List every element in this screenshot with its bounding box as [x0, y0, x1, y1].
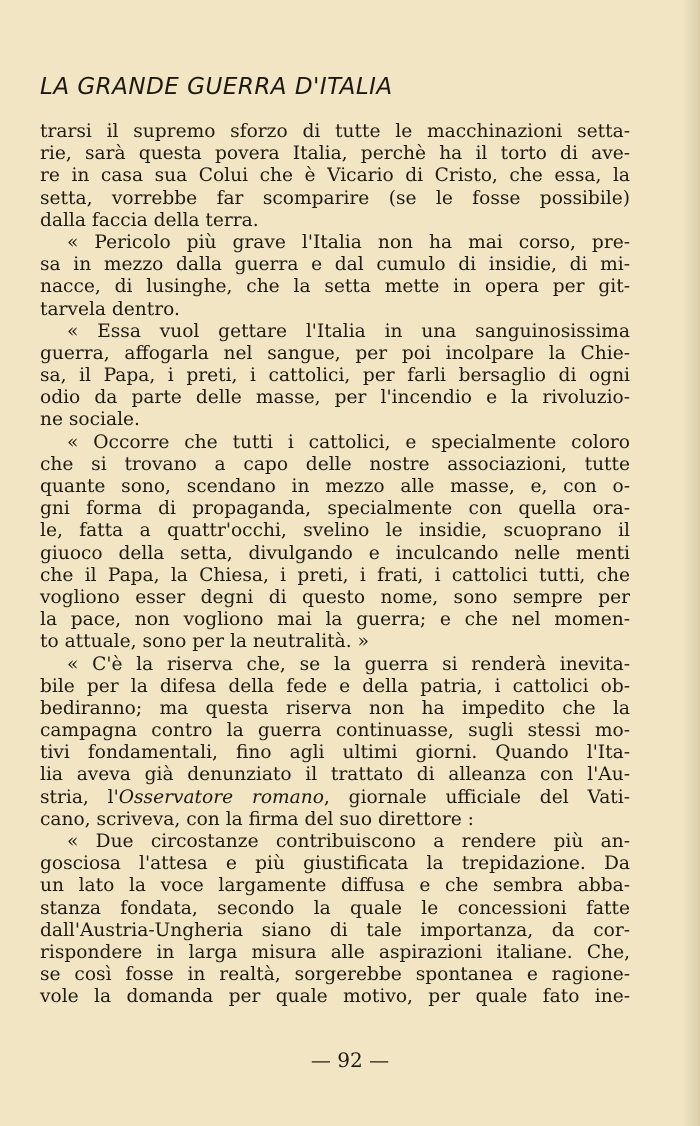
text-line: vole la domanda per quale motivo, per quale fato ine-	[40, 986, 630, 1008]
text-line: bile per la difesa della fede e della patria, i cattolici ob-	[40, 675, 630, 697]
text-line: che il Papa, la Chiesa, i preti, i frati, i cattolici tutti, che	[40, 564, 630, 586]
text-line: dall'Austria-Ungheria siano di tale importanza, da cor-	[40, 919, 630, 941]
text-line: dalla faccia della terra.	[40, 209, 259, 231]
text-line: « C'è la riserva che, se la guerra si renderà inevita-	[67, 653, 630, 675]
text-line: se così fosse in realtà, sorgerebbe spontanea e ragione-	[40, 964, 630, 986]
text-line: lia aveva già denunziato il trattato di alleanza con l'Au-	[40, 764, 630, 786]
text-line: giuoco della setta, divulgando e inculcando nelle menti	[40, 542, 630, 564]
text-line: sa in mezzo dalla guerra e dal cumulo di insidie, di mi-	[40, 254, 630, 276]
text-line: le, fatta a quattr'occhi, svelino le insidie, scuoprano il	[40, 520, 630, 542]
text-line: rie, sarà questa povera Italia, perchè ha il torto di ave-	[40, 143, 630, 165]
text-line: un lato la voce largamente diffusa e che sembra abba-	[40, 875, 630, 897]
body-text	[40, 121, 630, 1009]
text-line: gosciosa l'attesa e più giustificata la trepidazione. Da	[40, 853, 630, 875]
text-line: trarsi il supremo sforzo di tutte le macchinazioni setta-	[40, 121, 630, 142]
text-line: setta, vorrebbe far scomparire (se le fosse possibile)	[40, 187, 630, 209]
text-line: quante sono, scendano in mezzo alle masse, e, con o-	[40, 476, 630, 497]
text-line: « Pericolo più grave l'Italia non ha mai corso, pre-	[67, 231, 630, 253]
text-line: tarvela dentro.	[40, 298, 180, 320]
text-line: stanza fondata, secondo la quale le concessioni fatte	[40, 897, 630, 919]
text-line: tivi fondamentali, fino agli ultimi giorni. Quando l'Ita-	[40, 742, 630, 764]
page-edge-shadow	[682, 0, 700, 1126]
text-line: campagna contro la guerra continuasse, sugli stessi mo-	[40, 720, 630, 742]
text-line: guerra, affogarla nel sangue, per poi incolpare la Chie-	[40, 342, 630, 364]
text-line: la pace, non vogliono mai la guerra; e che nel momen-	[40, 609, 630, 631]
text-line: vogliono esser degni di questo nome, sono sempre per	[40, 586, 630, 608]
text-line: cano, scriveva, con la firma del suo direttore :	[40, 808, 474, 830]
text-line: gni forma di propaganda, specialmente con quella ora-	[40, 498, 630, 520]
text-line: re in casa sua Colui che è Vicario di Cristo, che essa, la	[40, 165, 630, 187]
text-line: ne sociale.	[40, 409, 140, 431]
page-number: — 92 —	[310, 1048, 390, 1072]
text-line: stria, l'Osservatore romano, giornale ufficiale del Vati-	[40, 786, 630, 808]
newspaper-title: Osservatore romano	[118, 786, 324, 808]
text-line: sa, il Papa, i preti, i cattolici, per farli bersaglio di ogni	[40, 365, 630, 387]
text-line: bediranno; ma questa riserva non ha impedito che la	[40, 697, 630, 719]
text-line: che si trovano a capo delle nostre associazioni, tutte	[40, 453, 630, 475]
text-line: to attuale, sono per la neutralità. »	[40, 631, 369, 653]
text-line: « Essa vuol gettare l'Italia in una sanguinosissima	[67, 320, 630, 342]
text-line: odio da parte delle masse, per l'incendio e la rivoluzio-	[40, 387, 630, 409]
text-line: rispondere in larga misura alle aspirazioni italiane. Che,	[40, 941, 630, 963]
text-line: nacce, di lusinghe, che la setta mette in opera per git-	[40, 276, 630, 298]
text-line: « Occorre che tutti i cattolici, e specialmente coloro	[67, 431, 630, 453]
text-line: « Due circostanze contribuiscono a rendere più an-	[67, 831, 630, 852]
running-title: LA GRANDE GUERRA D'ITALIA	[40, 74, 393, 100]
